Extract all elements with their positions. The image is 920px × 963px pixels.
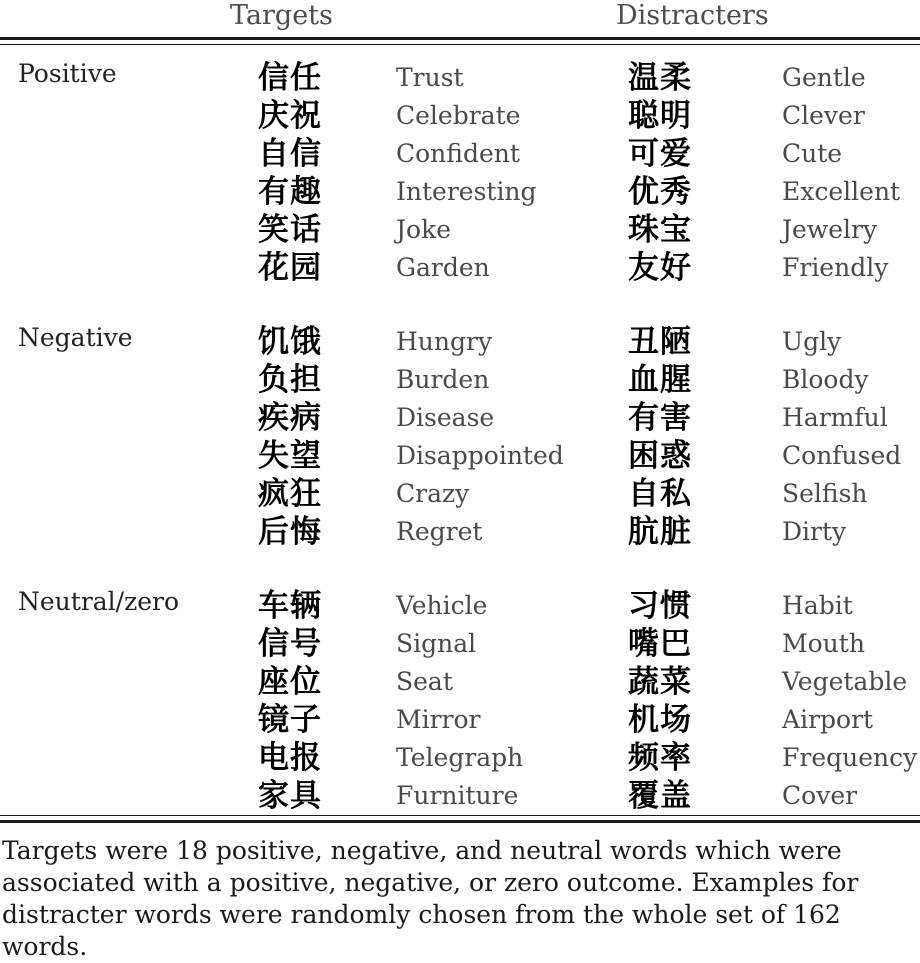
rule-top [0,37,920,45]
word-hanzi: 失望 [258,438,322,474]
word-english: Habit [782,591,853,620]
group-label-negative: Negative [18,323,133,352]
word-hanzi: 珠宝 [628,212,693,248]
group-spacer [0,551,920,573]
word-hanzi: 车辆 [258,588,322,624]
word-english: Hungry [396,327,493,356]
table-header [0,0,920,37]
word-english: Clever [782,101,865,130]
table-caption: Targets were 18 positive, negative, and neutral words which were associated with a positive, negative, or zero outcome. Examples for distracter words were randomly chosen from the whole set of 162 words. [2,836,859,961]
targets-hanzi-negative [228,309,376,551]
header-targets: Targets [230,0,333,31]
word-english: Telegraph [396,743,524,772]
word-english: Frequency [782,743,918,772]
word-hanzi: 自私 [628,476,693,512]
word-hanzi: 花园 [258,250,322,286]
word-hanzi: 信任 [258,60,322,96]
word-english: Disappointed [396,441,564,470]
word-english: Cover [782,781,858,810]
word-hanzi: 频率 [628,740,693,776]
word-hanzi: 镜子 [258,702,322,738]
word-english: Gentle [782,63,866,92]
targets-english-positive [376,45,614,287]
group-spacer [0,287,920,309]
word-english: Ugly [782,327,842,356]
word-hanzi: 庆祝 [258,98,322,134]
word-english: Jewelry [782,215,878,244]
word-english: Excellent [782,177,901,206]
word-english: Harmful [782,403,888,432]
word-hanzi: 有害 [628,400,693,436]
word-english: Garden [396,253,490,282]
word-english: Vehicle [396,591,488,620]
word-hanzi: 饥饿 [258,324,322,360]
word-hanzi: 信号 [258,626,322,662]
word-hanzi: 温柔 [628,60,693,96]
word-hanzi: 负担 [258,362,322,398]
word-hanzi: 后悔 [258,514,322,550]
distracters-hanzi-neutral [614,573,762,815]
targets-hanzi-positive [228,45,376,287]
header-distracters: Distracters [616,0,769,31]
word-english: Mouth [782,629,865,658]
targets-english-negative [376,309,614,551]
word-hanzi: 丑陋 [628,324,693,360]
distracters-hanzi-positive [614,45,762,287]
word-english: Seat [396,667,453,696]
word-hanzi: 血腥 [628,362,693,398]
table-row [0,573,920,815]
word-hanzi: 机场 [628,702,693,738]
word-hanzi: 肮脏 [628,514,693,550]
word-english: Bloody [782,365,869,394]
word-english: Crazy [396,479,470,508]
word-english: Friendly [782,253,889,282]
word-hanzi: 疾病 [258,400,322,436]
word-hanzi: 座位 [258,664,322,700]
table-row [0,309,920,551]
word-hanzi: 蔬菜 [628,664,693,700]
rule-bottom [0,815,920,823]
table-body [0,37,920,823]
word-hanzi: 疯狂 [258,476,322,512]
word-english: Cute [782,139,843,168]
word-hanzi: 有趣 [258,174,322,210]
group-label-neutral: Neutral/zero [18,587,180,616]
word-english: Burden [396,365,490,394]
word-hanzi: 家具 [258,778,322,814]
word-hanzi: 可爱 [628,136,693,172]
word-english: Dirty [782,517,847,546]
header-label-col [0,0,228,37]
word-hanzi: 电报 [258,740,322,776]
word-english: Celebrate [396,101,521,130]
word-hanzi: 习惯 [628,588,693,624]
group-label-positive: Positive [18,59,117,88]
word-hanzi: 优秀 [628,174,693,210]
word-hanzi: 嘴巴 [628,626,693,662]
word-hanzi: 聪明 [628,98,693,134]
word-english: Signal [396,629,477,658]
targets-english-neutral [376,573,614,815]
targets-hanzi-neutral [228,573,376,815]
word-english: Furniture [396,781,519,810]
word-english: Trust [396,63,464,92]
word-hanzi: 笑话 [258,212,322,248]
word-hanzi: 困惑 [628,438,693,474]
distracters-english-neutral [762,573,920,815]
word-english: Confident [396,139,520,168]
word-hanzi: 覆盖 [628,778,693,814]
word-english: Regret [396,517,483,546]
word-english: Vegetable [782,667,908,696]
word-hanzi: 自信 [258,136,322,172]
distracters-hanzi-negative [614,309,762,551]
word-hanzi: 友好 [628,250,693,286]
word-english: Interesting [396,177,537,206]
table-row [0,45,920,287]
distracters-english-positive [762,45,920,287]
word-english: Selfish [782,479,868,508]
word-english: Airport [782,705,874,734]
word-english: Disease [396,403,495,432]
word-english: Mirror [396,705,481,734]
word-english: Joke [396,215,452,244]
word-english: Confused [782,441,902,470]
distracters-english-negative [762,309,920,551]
